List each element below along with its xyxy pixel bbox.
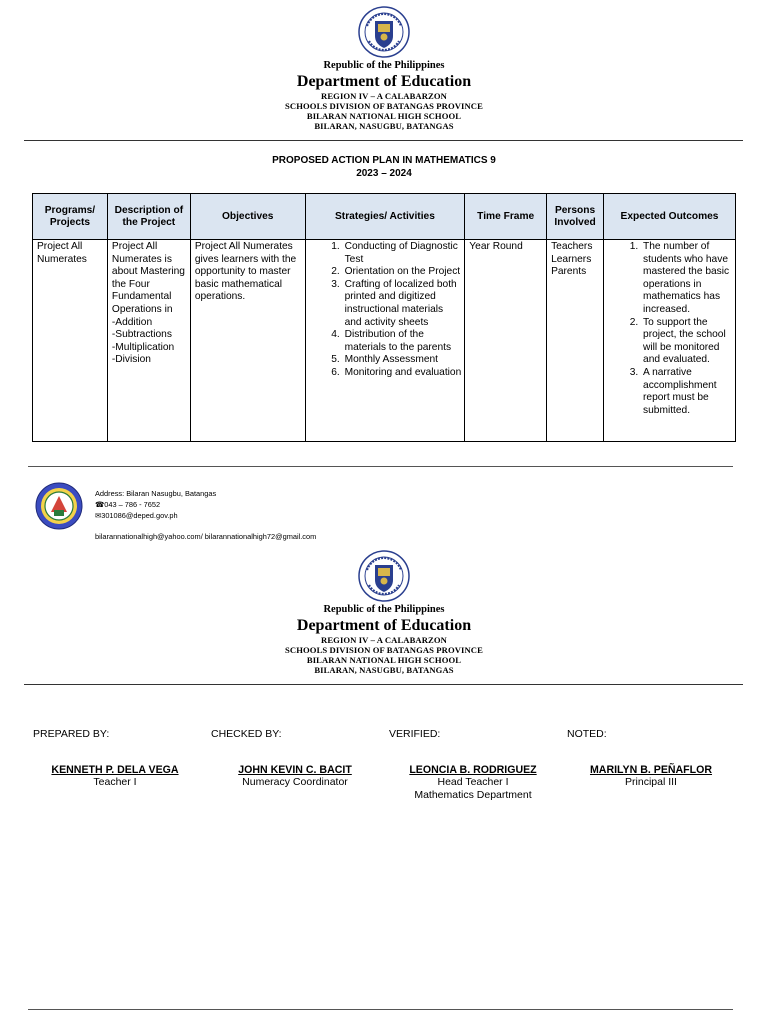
header-divider [24, 140, 743, 141]
role-label: VERIFIED: [389, 728, 441, 740]
action-plan-table [32, 193, 736, 442]
school-label: BILARAN NATIONAL HIGH SCHOOL [306, 111, 462, 121]
signatory-department: Mathematics Department [414, 789, 532, 801]
col-header-persons: Persons Involved [547, 194, 604, 240]
school-logo-icon [35, 482, 83, 530]
signatory-position: Head Teacher I [437, 776, 509, 788]
list-item: 1. Conducting of Diagnostic Test [343, 241, 462, 266]
footer-phone: 043 – 786 - 7652 [104, 500, 161, 509]
description-text: Project All Numerates is about Mastering the Four Fundamental Operations in [111, 241, 185, 315]
list-item: 4. Distribution of the materials to the parents [343, 329, 462, 354]
description-item: -Multiplication [111, 341, 175, 353]
signatory-checked [211, 728, 381, 789]
col-header-strategies: Strategies/ Activities [305, 194, 465, 240]
signatory-name: KENNETH P. DELA VEGA [51, 764, 179, 776]
signatory-name: MARILYN B. PEÑAFLOR [589, 764, 713, 776]
footer-address: Address: Bilaran Nasugbu, Batangas [95, 489, 217, 498]
role-label: PREPARED BY: [33, 728, 110, 740]
col-header-timeframe: Time Frame [465, 194, 547, 240]
person-item: Learners [551, 253, 592, 265]
phone-icon: ☎ [95, 500, 105, 509]
signatory-name: LEONCIA B. RODRIGUEZ [409, 764, 537, 776]
footer-contact [95, 488, 216, 521]
list-item: 3. Crafting of localized both printed and digitized instructional materials and activity sheets [343, 279, 462, 329]
table-row [33, 240, 736, 442]
cell-objectives: Project All Numerates gives learners with the opportunity to master basic mathematical operations. [190, 240, 305, 442]
table-header-row [33, 194, 736, 240]
strategies-list [310, 241, 462, 380]
republic-label: Republic of the Philippines [323, 604, 445, 615]
footer-school-email: 301086@deped.gov.ph [101, 511, 178, 520]
department-title: Department of Education [296, 73, 472, 90]
location-label: BILARAN, NASUGBU, BATANGAS [314, 121, 454, 131]
col-header-programs: Programs/ Projects [33, 194, 108, 240]
republic-label: Republic of the Philippines [323, 60, 445, 71]
list-item: 2. Orientation on the Project [343, 266, 462, 279]
signatory-position: Teacher I [93, 776, 137, 788]
role-label: CHECKED BY: [211, 728, 282, 740]
division-label: SCHOOLS DIVISION OF BATANGAS PROVINCE [285, 645, 483, 655]
letterhead-second [0, 550, 768, 675]
signatory-position: Numeracy Coordinator [242, 776, 348, 788]
list-item: 6. Monitoring and evaluation [343, 367, 462, 380]
signatory-prepared [33, 728, 203, 789]
list-item: 3. A narrative accomplishment report must be submitted. [641, 367, 732, 417]
document-year: 2023 – 2024 [356, 168, 412, 179]
footer-email-row [95, 510, 216, 521]
cell-program: Project All Numerates [33, 240, 108, 442]
cell-strategies [305, 240, 465, 442]
description-item: -Division [111, 354, 151, 366]
description-item: -Addition [111, 316, 153, 328]
cell-outcomes [604, 240, 736, 442]
col-header-description: Description of the Project [107, 194, 190, 240]
header-divider [24, 684, 743, 685]
footer-phone-row [95, 499, 216, 510]
region-label: REGION IV – A CALABARZON [321, 91, 447, 101]
department-title: Department of Education [296, 617, 472, 634]
location-label: BILARAN, NASUGBU, BATANGAS [314, 665, 454, 675]
division-label: SCHOOLS DIVISION OF BATANGAS PROVINCE [285, 101, 483, 111]
signatory-name: JOHN KEVIN C. BACIT [238, 764, 352, 776]
signatory-position: Principal III [625, 776, 677, 788]
person-item: Parents [551, 266, 587, 278]
letterhead-top [0, 6, 768, 131]
cell-description [107, 240, 190, 442]
envelope-icon: ✉ [95, 511, 102, 520]
col-header-outcomes: Expected Outcomes [604, 194, 736, 240]
col-header-objectives: Objectives [190, 194, 305, 240]
document-title: PROPOSED ACTION PLAN IN MATHEMATICS 9 [272, 155, 496, 166]
school-label: BILARAN NATIONAL HIGH SCHOOL [306, 655, 462, 665]
cell-timeframe: Year Round [465, 240, 547, 442]
footer-divider [28, 466, 733, 467]
bottom-divider [28, 1009, 733, 1010]
person-item: Teachers [551, 241, 593, 252]
list-item: 1. The number of students who have mastered the basic operations in mathematics has increased. [641, 241, 732, 317]
cell-persons [547, 240, 604, 442]
description-item: -Subtractions [111, 329, 172, 341]
list-item: 5. Monthly Assessment [343, 354, 462, 367]
deped-seal-icon [358, 6, 410, 58]
deped-seal-icon [358, 550, 410, 602]
role-label: NOTED: [567, 728, 607, 740]
outcomes-list [608, 241, 732, 417]
footer-emails: bilarannationalhigh@yahoo.com/ bilarannationalhigh72@gmail.com [95, 532, 317, 541]
signatory-noted [567, 728, 737, 789]
region-label: REGION IV – A CALABARZON [321, 635, 447, 645]
list-item: 2. To support the project, the school will be monitored and evaluated. [641, 317, 732, 367]
signatory-verified [389, 728, 559, 802]
